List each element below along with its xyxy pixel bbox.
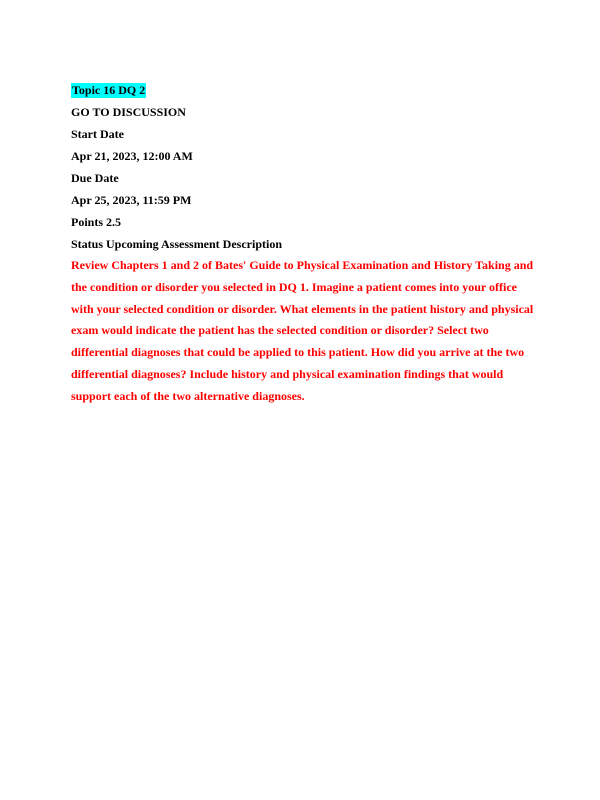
status-line: Status Upcoming Assessment Description bbox=[71, 237, 283, 251]
points-text: Points 2.5 bbox=[71, 215, 122, 229]
due-date-label: Due Date bbox=[71, 171, 119, 185]
document-body bbox=[71, 83, 541, 408]
topic-line bbox=[71, 83, 541, 98]
assessment-description: Review Chapters 1 and 2 of Bates' Guide to Physical Examination and History Taking and the condition or disorder you selected in DQ 1. Imagine a patient comes into your office with your selected condition or disorder. What elements in the patient history and physical exam would indicate the patient has the selected condition or disorder? Select two differential diagnoses that could be applied to this patient. How did you arrive at the two differential diagnoses? Include history and physical examination findings that would support each of the two alternative diagnoses. bbox=[71, 258, 534, 403]
topic-label: Topic 16 DQ 2 bbox=[72, 83, 146, 97]
go-to-discussion-link[interactable]: GO TO DISCUSSION bbox=[71, 105, 186, 119]
due-date-value: Apr 25, 2023, 11:59 PM bbox=[71, 193, 192, 207]
start-date-value: Apr 21, 2023, 12:00 AM bbox=[71, 149, 193, 163]
start-date-label: Start Date bbox=[71, 127, 124, 141]
